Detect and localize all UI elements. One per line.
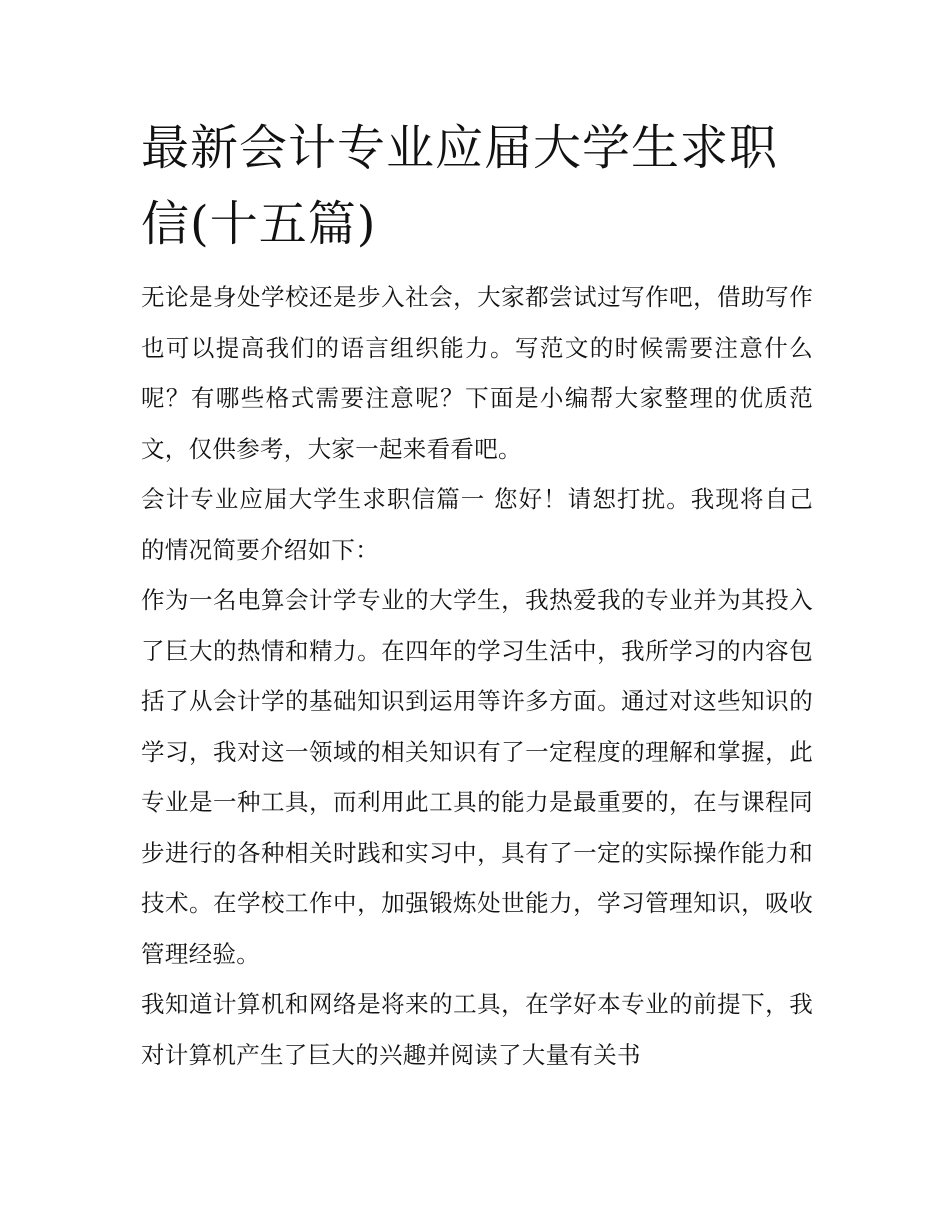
document-page [141,110,813,1080]
document-body [141,272,813,1080]
education-paragraph: 作为一名电算会计学专业的大学生，我热爱我的专业并为其投入了巨大的热情和精力。在四年的学习生活中，我所学习的内容包括了从会计学的基础知识到运用等许多方面。通过对这些知识的学习，我对这一领域的相关知识有了一定程度的理解和掌握，此专业是一种工具，而利用此工具的能力是最重要的，在与课程同步进行的各种相关时践和实习中，具有了一定的实际操作能力和技术。在学校工作中，加强锻炼处世能力，学习管理知识，吸收管理经验。 [141,586,813,968]
document-title: 最新会计专业应届大学生求职信(十五篇) [141,120,779,252]
letter-opening-paragraph: 会计专业应届大学生求职信篇一 您好！请恕打扰。我现将自己的情况简要介绍如下： [141,485,813,564]
intro-paragraph: 无论是身处学校还是步入社会，大家都尝试过写作吧，借助写作也可以提高我们的语言组织能力。写范文的时候需要注意什么呢？有哪些格式需要注意呢？下面是小编帮大家整理的优质范文，仅供参考，大家一起来看看吧。 [141,283,813,463]
computer-skills-paragraph: 我知道计算机和网络是将来的工具，在学好本专业的前提下，我对计算机产生了巨大的兴趣并阅读了大量有关书 [141,990,813,1069]
